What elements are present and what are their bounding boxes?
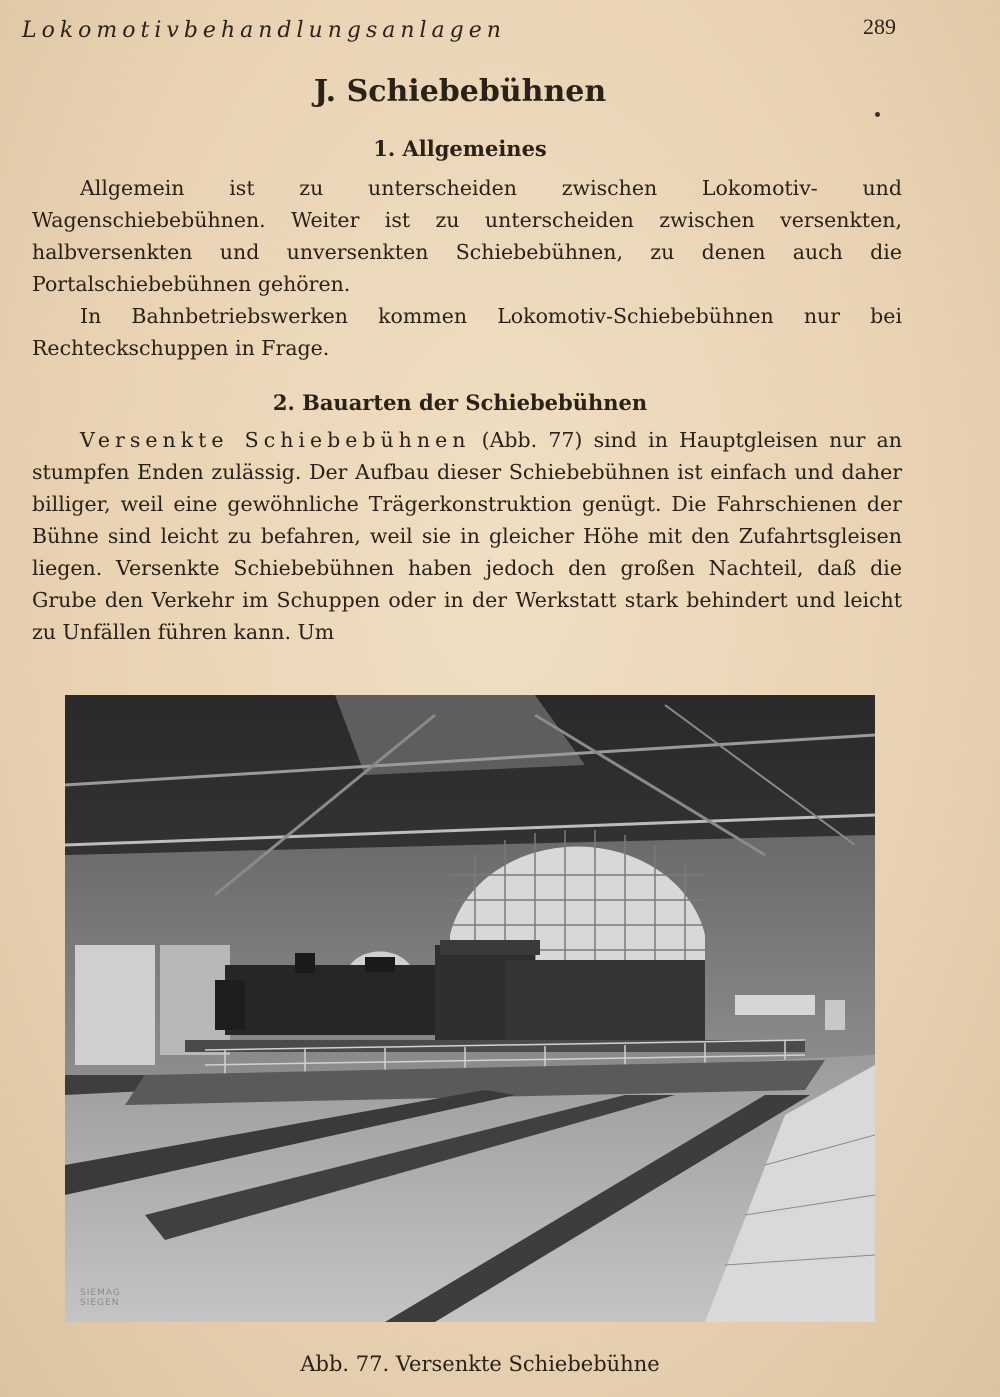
paragraph: Allgemein ist zu unterscheiden zwischen Lokomotiv- und Wagenschiebebühnen. Weiter ist zu unterscheiden zwischen versenkten, halbversenkten und unversenkten Schiebebühnen, zu denen auch die Portalschiebebühnen gehören.	[32, 176, 902, 296]
text-allgemeines	[32, 172, 902, 364]
figure-caption: Abb. 77. Versenkte Schiebebühne	[300, 1352, 660, 1376]
subheading-allgemeines: 1. Allgemeines	[373, 136, 547, 161]
paragraph: In Bahnbetriebswerken kommen Lokomotiv-Schiebebühnen nur bei Rechteckschuppen in Frage.	[32, 304, 902, 360]
paragraph	[32, 424, 902, 648]
paragraph-rest: (Abb. 77) sind in Hauptgleisen nur an stumpfen Enden zulässig. Der Aufbau dieser Schiebebühnen ist einfach und daher billiger, weil eine gewöhnliche Trägerkonstruktion genügt. Die Fahrschienen der Bühne sind leicht zu befahren, weil sie in gleicher Höhe mit den Zufahrtsgleisen liegen. Versenkte Schiebebühnen haben jedoch den großen Nachteil, daß die Grube den Verkehr im Schuppen oder in der Werkstatt stark behindert und leicht zu Unfällen führen kann. Um	[32, 428, 902, 644]
page-number: 289	[863, 14, 896, 39]
subheading-bauarten: 2. Bauarten der Schiebebühnen	[272, 390, 648, 415]
watermark-line: SIEMAG	[80, 1288, 121, 1298]
photo-watermark	[80, 1288, 121, 1308]
spaced-lead-term: Versenkte Schiebebühnen	[80, 428, 471, 452]
photo-illustration	[65, 695, 875, 1322]
section-title: J. Schiebebühnen	[313, 74, 607, 109]
ink-speck	[875, 112, 880, 117]
text-bauarten	[32, 424, 902, 648]
running-head: Lokomotivbehandlungsanlagen	[22, 18, 506, 43]
figure-photo	[65, 695, 875, 1322]
watermark-line: SIEGEN	[80, 1298, 120, 1308]
